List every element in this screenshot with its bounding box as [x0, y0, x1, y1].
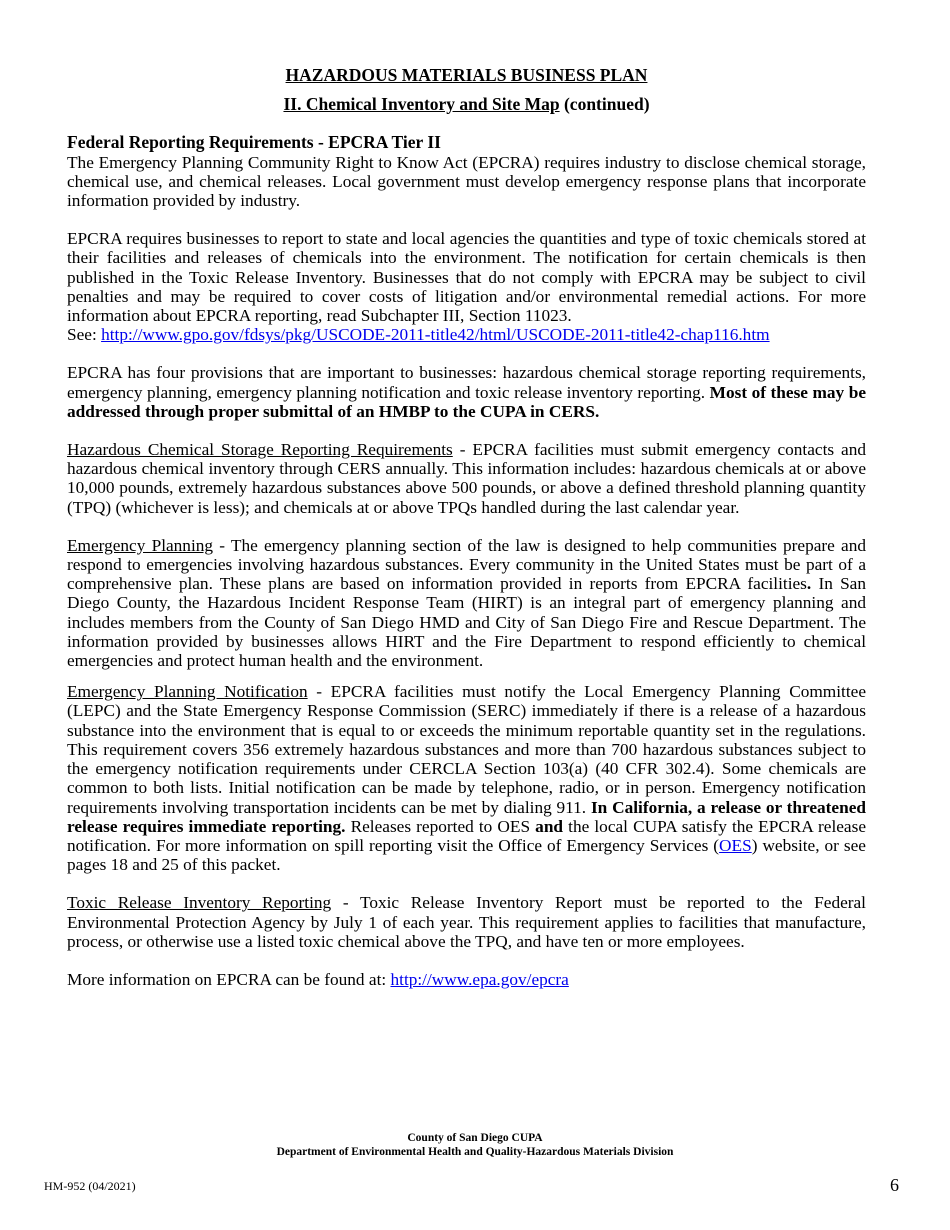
- section-heading: Federal Reporting Requirements - EPCRA Tier II: [67, 132, 441, 153]
- tri-text: - Toxic Release Inventory Report must be reported to the Federal Environmental Protection Agency by July 1 of each year. This requirement applies to facilities that manufacture, process, or otherwise use a listed toxic chemical above the TPQ, and have ten or more employees.: [67, 893, 866, 951]
- more-info-paragraph: [67, 970, 866, 989]
- storage-text: - EPCRA facilities must submit emergency contacts and hazardous chemical inventory through CERS annually. This information includes: hazardous chemicals at or above 10,000 pounds, extremely hazardous substances above 500 pounds, or above a defined threshold planning quantity (TPQ) (whichever is less); and chemicals at or above TPQs handled during the last calendar year.: [67, 440, 866, 517]
- notification-text-a: - EPCRA facilities must notify the Local Emergency Planning Committee (LEPC) and the State Emergency Response Commission (SERC) immediately if there is a release of a hazardous substance into the environment that is equal to or exceeds the minimum reportable quantity set in the regulations. This requirement covers 356 extremely hazardous substances and more than 700 hazardous substances subject to the emergency notification requirements under CERCLA Section 103(a) (40 CFR 302.4). Some chemicals are common to both lists. Initial notification can be made by telephone, radio, or in person. Emergency notification requirements involving transportation incidents can be met by dialing 911.: [67, 682, 866, 817]
- form-number: HM-952 (04/2021): [44, 1179, 136, 1193]
- tri-paragraph: [67, 893, 866, 951]
- provisions-bold-text: Most of these may be addressed through proper submittal of an HMBP to the CUPA in CERS.: [67, 382, 866, 421]
- notification-bold-a: In California, a release or threatened release requires immediate reporting.: [67, 797, 866, 836]
- provisions-paragraph: [67, 363, 866, 421]
- more-info-text: More information on EPCRA can be found at:: [67, 969, 391, 989]
- subtitle-main: II. Chemical Inventory and Site Map: [283, 94, 560, 115]
- storage-paragraph: [67, 440, 866, 517]
- planning-label: Emergency Planning: [67, 535, 214, 555]
- footer-line-2: Department of Environmental Health and Quality-Hazardous Materials Division: [276, 1146, 674, 1158]
- planning-paragraph: [67, 536, 866, 670]
- planning-text-a: - The emergency planning section of the law is designed to help communities prepare and respond to emergencies involving hazardous substances. Every community in the United States must be part of a comprehensive plan. These plans are based on information provided in reports from EPCRA facilities: [67, 535, 866, 594]
- epcra-requirements-paragraph: [67, 229, 866, 344]
- provisions-text: EPCRA has four provisions that are important to businesses: hazardous chemical storage reporting requirements, emergency planning, emergency planning notification and toxic release inventory reporting.: [67, 363, 866, 402]
- planning-bold-period: .: [806, 574, 812, 594]
- notification-bold-and: and: [535, 816, 564, 836]
- tri-label: Toxic Release Inventory Reporting: [67, 893, 332, 913]
- notification-label: Emergency Planning Notification: [67, 682, 308, 702]
- document-title: HAZARDOUS MATERIALS BUSINESS PLAN: [285, 65, 648, 85]
- footer-line-1: County of San Diego CUPA: [407, 1132, 543, 1144]
- uscode-link[interactable]: http://www.gpo.gov/fdsys/pkg/USCODE-2011-title42/html/USCODE-2011-title42-chap116.htm: [101, 325, 770, 345]
- oes-link[interactable]: OES: [719, 835, 752, 855]
- see-label: See:: [67, 325, 102, 345]
- page-footer: [0, 1131, 950, 1159]
- intro-paragraph: The Emergency Planning Community Right to Know Act (EPCRA) requires industry to disclose chemical storage, chemical use, and chemical releases. Local government must develop emergency response plans that incorporate information provided by industry.: [67, 152, 866, 211]
- notification-paragraph: [67, 682, 866, 874]
- storage-label: Hazardous Chemical Storage Reporting Requirements: [67, 440, 453, 460]
- notification-text-c: the local CUPA satisfy the EPCRA release notification. For more information on spill reporting visit the Office of Emergency Services (: [67, 816, 866, 855]
- notification-text-d: ) website, or see pages 18 and 25 of this packet.: [67, 835, 866, 875]
- section-subtitle: [67, 95, 866, 114]
- epcra-requirements-text: EPCRA requires businesses to report to state and local agencies the quantities and type of toxic chemicals stored at their facilities and releases of chemicals into the environment. The notification for certain chemicals is then published in the Toxic Release Inventory. Businesses that do not comply with EPCRA may be subject to civil penalties and may be required to cover costs of litigation and/or environmental remedial actions. For more information about EPCRA reporting, read Subchapter III, Section 11023.: [67, 229, 866, 326]
- planning-text-b: In San Diego County, the Hazardous Incident Response Team (HIRT) is an integral part of emergency planning and includes members from the County of San Diego HMD and City of San Diego Fire and Rescue Department. The information provided by businesses allows HIRT and the Fire Department to respond efficiently to chemical emergencies and protect human health and the environment.: [67, 574, 866, 671]
- page-number: 6: [890, 1175, 899, 1195]
- document-page: [67, 66, 866, 989]
- epa-epcra-link[interactable]: http://www.epa.gov/epcra: [390, 969, 569, 989]
- subtitle-suffix: (continued): [559, 94, 650, 115]
- notification-text-b: Releases reported to OES: [345, 816, 536, 836]
